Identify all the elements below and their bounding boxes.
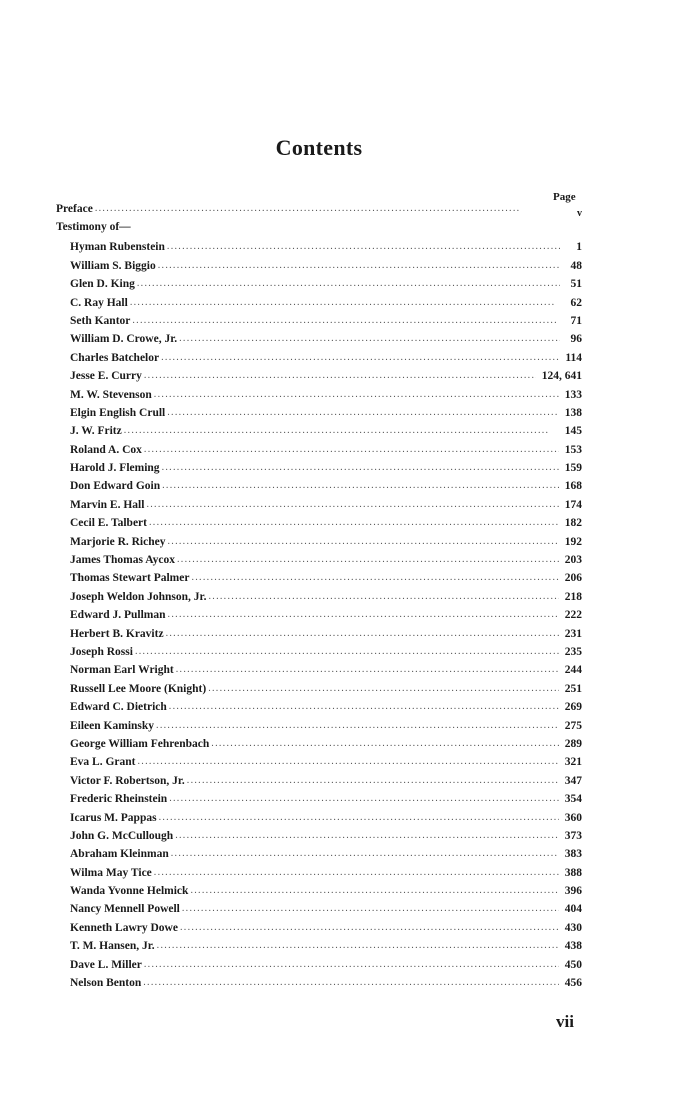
toc-entry-name: Nancy Mennell Powell bbox=[70, 903, 180, 916]
toc-entry-name: Eva L. Grant bbox=[70, 756, 136, 769]
toc-page-number: 182 bbox=[564, 517, 582, 530]
toc-row[interactable] bbox=[56, 661, 582, 679]
toc-row[interactable] bbox=[56, 680, 582, 698]
dot-leader bbox=[138, 753, 559, 771]
toc-page-number: 1 bbox=[576, 241, 582, 254]
toc-page-number: 321 bbox=[564, 756, 582, 769]
toc-row[interactable] bbox=[56, 275, 582, 293]
toc-entry-name: T. M. Hansen, Jr. bbox=[70, 940, 155, 953]
toc-page-number: 347 bbox=[564, 774, 582, 787]
dot-leader bbox=[169, 790, 559, 808]
toc-entry-name: Norman Earl Wright bbox=[70, 664, 174, 677]
toc-row[interactable] bbox=[56, 974, 582, 992]
toc-entry-name: James Thomas Aycox bbox=[70, 554, 175, 567]
toc-entry-name: Roland A. Cox bbox=[70, 443, 142, 456]
toc-entry-name: Charles Batchelor bbox=[70, 351, 160, 364]
toc-row[interactable] bbox=[56, 753, 582, 771]
toc-entry-name: Seth Kantor bbox=[70, 314, 131, 327]
toc-entry-name: Marvin E. Hall bbox=[70, 498, 145, 511]
toc-entry-name: Harold J. Fleming bbox=[70, 462, 160, 475]
toc-page-number: 114 bbox=[565, 351, 582, 364]
toc-row[interactable] bbox=[56, 441, 582, 459]
dot-leader bbox=[208, 680, 559, 698]
dot-leader bbox=[146, 496, 558, 514]
dot-leader bbox=[156, 717, 559, 735]
dot-leader bbox=[159, 809, 559, 827]
page-column-label: Page bbox=[553, 191, 576, 203]
toc-entry-name: Wanda Yvonne Helmick bbox=[70, 885, 189, 898]
page-title: Contents bbox=[275, 135, 363, 160]
toc-page-number: 430 bbox=[564, 921, 582, 934]
toc-entry-name: William S. Biggio bbox=[70, 259, 156, 272]
toc-page-number: 289 bbox=[564, 737, 582, 750]
toc-entry-name: C. Ray Hall bbox=[70, 296, 128, 309]
toc-entry-name: Hyman Rubenstein bbox=[70, 241, 165, 254]
dot-leader bbox=[135, 643, 559, 661]
dot-leader bbox=[167, 238, 560, 256]
toc-entry-name: M. W. Stevenson bbox=[70, 388, 152, 401]
toc-row[interactable] bbox=[56, 772, 582, 790]
toc-entry-name: J. W. Fritz bbox=[70, 425, 122, 438]
toc-entry-name: George William Fehrenbach bbox=[70, 737, 210, 750]
dot-leader bbox=[171, 845, 559, 863]
toc-page-number: 168 bbox=[564, 480, 582, 493]
dot-leader bbox=[144, 367, 536, 385]
dot-leader bbox=[180, 919, 559, 937]
toc-row[interactable] bbox=[56, 312, 582, 330]
toc-row[interactable] bbox=[56, 900, 582, 918]
toc-row[interactable] bbox=[56, 459, 582, 477]
toc-page-number: 360 bbox=[564, 811, 582, 824]
dot-leader bbox=[144, 441, 559, 459]
toc-row[interactable] bbox=[56, 790, 582, 808]
toc-entry-name: Cecil E. Talbert bbox=[70, 517, 147, 530]
dot-leader bbox=[176, 661, 559, 679]
toc-page-number: 354 bbox=[564, 793, 582, 806]
dot-leader bbox=[158, 257, 560, 275]
toc-entry-name: Marjorie R. Richey bbox=[70, 535, 166, 548]
toc-row[interactable] bbox=[56, 827, 582, 845]
dot-leader bbox=[130, 294, 560, 312]
toc-row[interactable] bbox=[56, 422, 582, 440]
toc-entry-list bbox=[56, 238, 582, 992]
toc-page-number: 62 bbox=[570, 296, 582, 309]
toc-page-number: 438 bbox=[564, 940, 582, 953]
toc-page-number: v bbox=[577, 208, 582, 219]
dot-leader bbox=[143, 974, 559, 992]
toc-page-number: 174 bbox=[564, 498, 582, 511]
toc-entry-name: Dave L. Miller bbox=[70, 958, 142, 971]
toc-entry-name: Elgin English Crull bbox=[70, 406, 166, 419]
dot-leader bbox=[161, 349, 559, 367]
toc-entry-name: Glen D. King bbox=[70, 278, 135, 291]
toc-page-number: 138 bbox=[564, 406, 582, 419]
toc-row[interactable] bbox=[56, 404, 582, 422]
toc-row[interactable] bbox=[56, 588, 582, 606]
toc-page-number: 206 bbox=[564, 572, 582, 585]
dot-leader bbox=[190, 882, 558, 900]
toc-row[interactable] bbox=[56, 845, 582, 863]
toc-row[interactable] bbox=[56, 919, 582, 937]
dot-leader bbox=[149, 514, 559, 532]
dot-leader bbox=[132, 312, 560, 330]
dot-leader bbox=[137, 275, 560, 293]
toc-entry-name: Russell Lee Moore (Knight) bbox=[70, 682, 207, 695]
toc-entry-name: Frederic Rheinstein bbox=[70, 793, 168, 806]
dot-leader bbox=[154, 386, 559, 404]
toc-entry-name: Jesse E. Curry bbox=[70, 370, 142, 383]
dot-leader bbox=[154, 864, 559, 882]
toc-entry-name: Herbert B. Kravitz bbox=[70, 627, 164, 640]
dot-leader bbox=[182, 900, 559, 918]
toc-row[interactable] bbox=[56, 367, 582, 385]
dot-leader bbox=[208, 588, 558, 606]
toc-row[interactable] bbox=[56, 349, 582, 367]
toc-entry-label: Preface bbox=[56, 203, 93, 215]
dot-leader bbox=[124, 422, 559, 440]
dot-leader bbox=[169, 698, 559, 716]
toc-page-number: 244 bbox=[564, 664, 582, 677]
toc-row[interactable] bbox=[56, 882, 582, 900]
dot-leader bbox=[157, 937, 559, 955]
toc-entry-name: Icarus M. Pappas bbox=[70, 811, 157, 824]
dot-leader bbox=[175, 827, 559, 845]
toc-row[interactable] bbox=[56, 643, 582, 661]
toc-page-number: 159 bbox=[564, 462, 582, 475]
toc-page-number: 373 bbox=[564, 829, 582, 842]
toc-entry-name: Abraham Kleinman bbox=[70, 848, 169, 861]
toc-row[interactable] bbox=[56, 238, 582, 256]
toc-page-number: 124, 641 bbox=[541, 370, 582, 383]
toc-entry-name: William D. Crowe, Jr. bbox=[70, 333, 178, 346]
toc-row[interactable] bbox=[56, 956, 582, 974]
toc-page-number: 456 bbox=[564, 977, 582, 990]
toc-page-number: 251 bbox=[564, 682, 582, 695]
toc-entry-name: Eileen Kaminsky bbox=[70, 719, 155, 732]
section-heading-label: Testimony of— bbox=[56, 221, 131, 234]
toc-page-number: 145 bbox=[564, 425, 582, 438]
toc-row[interactable] bbox=[56, 386, 582, 404]
page-folio: vii bbox=[556, 1012, 574, 1031]
dot-leader bbox=[166, 625, 559, 643]
dot-leader bbox=[95, 200, 560, 218]
toc-entry-name: Joseph Weldon Johnson, Jr. bbox=[70, 590, 207, 603]
toc-page-number: 153 bbox=[564, 443, 582, 456]
toc-page-number: 275 bbox=[564, 719, 582, 732]
toc-page-number: 192 bbox=[564, 535, 582, 548]
dot-leader bbox=[144, 956, 559, 974]
toc-row[interactable] bbox=[56, 514, 582, 532]
toc-page-number: 203 bbox=[564, 554, 582, 567]
toc-page-number: 396 bbox=[564, 885, 582, 898]
toc-page-number: 48 bbox=[570, 259, 582, 272]
toc-entry-name: Edward J. Pullman bbox=[70, 609, 166, 622]
toc-entry-name: Edward C. Dietrich bbox=[70, 701, 167, 714]
toc-page-number: 269 bbox=[564, 701, 582, 714]
toc-page-number: 133 bbox=[564, 388, 582, 401]
toc-row[interactable] bbox=[56, 496, 582, 514]
dot-leader bbox=[179, 330, 560, 348]
toc-row[interactable] bbox=[56, 809, 582, 827]
dot-leader bbox=[162, 459, 559, 477]
toc-entry-name: Thomas Stewart Palmer bbox=[70, 572, 190, 585]
toc-row[interactable] bbox=[56, 330, 582, 348]
toc-row-preface[interactable] bbox=[56, 200, 582, 218]
toc-row[interactable] bbox=[56, 257, 582, 275]
toc-page-number: 450 bbox=[564, 958, 582, 971]
toc-entry-name: Joseph Rossi bbox=[70, 645, 133, 658]
toc-entry-name: Victor F. Robertson, Jr. bbox=[70, 774, 185, 787]
toc-row[interactable] bbox=[56, 294, 582, 312]
toc-row[interactable] bbox=[56, 533, 582, 551]
dot-leader bbox=[167, 404, 559, 422]
toc-page-number: 71 bbox=[570, 314, 582, 327]
table-of-contents bbox=[56, 200, 582, 992]
toc-page-number: 231 bbox=[564, 627, 582, 640]
toc-row[interactable] bbox=[56, 735, 582, 753]
toc-page-number: 235 bbox=[564, 645, 582, 658]
toc-row[interactable] bbox=[56, 625, 582, 643]
toc-page-number: 383 bbox=[564, 848, 582, 861]
dot-leader bbox=[191, 569, 558, 587]
dot-leader bbox=[168, 606, 559, 624]
toc-row[interactable] bbox=[56, 698, 582, 716]
toc-entry-name: Nelson Benton bbox=[70, 977, 142, 990]
dot-leader bbox=[187, 772, 559, 790]
toc-entry-name: Don Edward Goin bbox=[70, 480, 161, 493]
toc-entry-name: Kenneth Lawry Dowe bbox=[70, 921, 178, 934]
toc-row[interactable] bbox=[56, 551, 582, 569]
dot-leader bbox=[162, 477, 559, 495]
dot-leader bbox=[177, 551, 559, 569]
toc-row[interactable] bbox=[56, 937, 582, 955]
dot-leader bbox=[167, 533, 558, 551]
toc-row[interactable] bbox=[56, 606, 582, 624]
toc-entry-name: Wilma May Tice bbox=[70, 866, 152, 879]
toc-page-number: 388 bbox=[564, 866, 582, 879]
toc-page-number: 96 bbox=[570, 333, 582, 346]
toc-entry-name: John G. McCullough bbox=[70, 829, 174, 842]
toc-page-number: 404 bbox=[564, 903, 582, 916]
toc-page-number: 222 bbox=[564, 609, 582, 622]
toc-page-number: 51 bbox=[570, 278, 582, 291]
section-heading bbox=[56, 218, 582, 238]
toc-row[interactable] bbox=[56, 717, 582, 735]
dot-leader bbox=[211, 735, 558, 753]
toc-row[interactable] bbox=[56, 569, 582, 587]
toc-page-number: 218 bbox=[564, 590, 582, 603]
toc-row[interactable] bbox=[56, 864, 582, 882]
toc-row[interactable] bbox=[56, 477, 582, 495]
